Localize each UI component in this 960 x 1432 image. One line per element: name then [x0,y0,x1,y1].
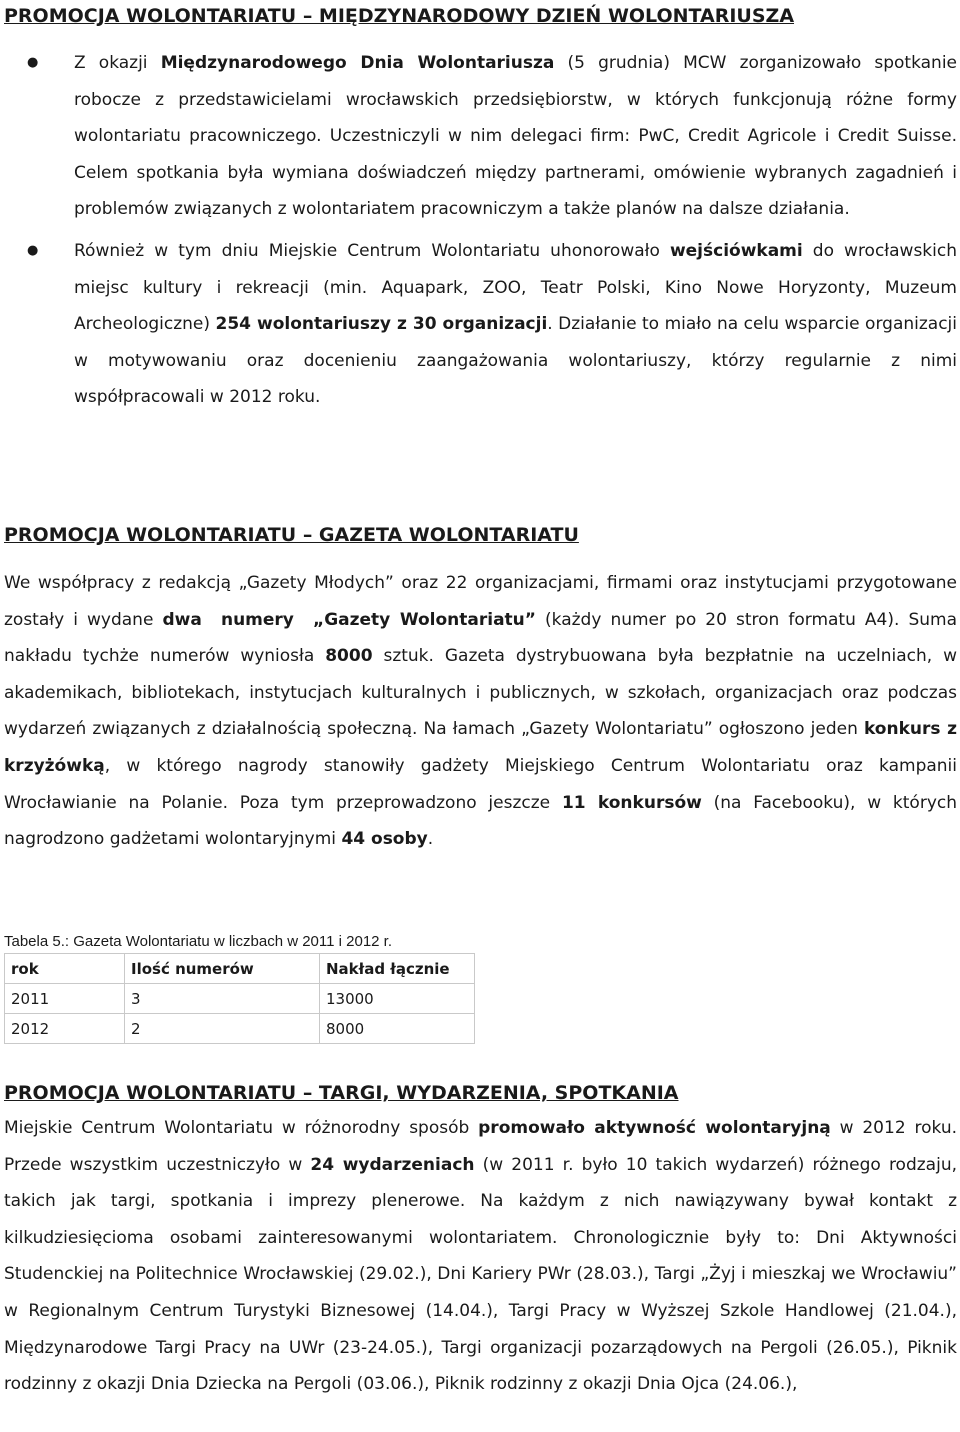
section-heading-gazette: PROMOCJA WOLONTARIATU – GAZETA WOLONTARIATU [4,524,579,546]
text-run: do wrocławskich miejsc kultury i rekreacji (min. Aquapark, ZOO, Teatr Polski, Kino Nowe Horyzonty, Muzeum Archeologiczne) [74,240,957,335]
table-cell: 8000 [320,1014,475,1044]
bold-run: Międzynarodowego Dnia Wolontariusza [160,53,555,73]
bold-run: 44 osoby [341,829,428,850]
bold-run: 24 wydarzeniach [310,1154,475,1175]
bold-run: 254 wolontariuszy z 30 organizacji [215,314,548,335]
text-run: We współpracy z redakcją „Gazety Młodych” oraz 22 organizacjami, firmami oraz instytucjami przygotowane zostały i wydane [4,573,957,630]
table-caption: Tabela 5.: Gazeta Wolontariatu w liczbach w 2011 i 2012 r. [4,933,393,950]
bullet-item-meeting [4,45,957,228]
text-run: Również w tym dniu Miejskie Centrum Wolontariatu uhonorowało [74,240,670,261]
bold-run: konkurs z krzyżówką [4,719,957,776]
bullet-dot-icon: ● [27,242,39,258]
section-heading-volunteer-day: PROMOCJA WOLONTARIATU – MIĘDZYNARODOWY DZIEŃ WOLONTARIUSZA [4,5,795,27]
gazette-paragraph [4,565,957,858]
table-cell: 2012 [5,1014,125,1044]
table-cell: 2 [125,1014,320,1044]
text-run: (każdy numer po 20 stron formatu A4). Suma nakładu tychże numerów wyniosła [4,609,958,667]
table-header-row [5,954,475,984]
text-run: (w 2011 r. było 10 takich wydarzeń) różnego rodzaju, takich jak targi, spotkania i imprezy plenerowe. Na każdym z nich nawiązywany bywał kontakt z kilkudziesięcioma osobami zainteresowanymi wolontariatem. Chronologicznie były to: Dni Aktywności Studenckiej na Politechnice Wrocławskiej (29.02.), Dni Kariery PWr (28.03.), Targi „Żyj i mieszkaj we Wrocławiu” w Regionalnym Centrum Turystyki Biznesowej (14.04.), Targi Pracy w Wyższej Szkole Handlowej (21.04.), Międzynarodowe Targi Pracy na UWr (23-24.05.), Targi organizacji pozarządowych na Pergoli (26.05.), Piknik rodzinny z okazji Dnia Dziecka na Pergoli (03.06.), Piknik rodzinny z okazji Dnia Ojca (24.06.), [4,1154,957,1395]
text-run: sztuk. Gazeta dystrybuowana była bezpłatnie na uczelniach, w akademikach, bibliotekach, instytucjach kulturalnych i publicznych, w szkołach, organizacjach oraz podczas wydarzeń związanych z działalnością społeczną. Na łamach „Gazety Wolontariatu” ogłoszono jeden [4,646,958,740]
bold-run: 8000 [325,646,373,667]
text-run: . Działanie to miało na celu wsparcie organizacji w motywowaniu oraz docenieniu zaangażowania wolontariuszy, którzy regularnie z nimi współpracowali w 2012 roku. [74,314,957,408]
bullet-dot-icon: ● [27,55,39,70]
fairs-paragraph [4,1110,957,1403]
table-cell: 2011 [5,984,125,1014]
table-cell: 13000 [320,984,475,1014]
bold-run: 11 konkursów [561,792,702,813]
text-run: , w którego nagrody stanowiły gadżety Miejskiego Centrum Wolontariatu oraz kampanii Wrocławianie na Polanie. Poza tym przeprowadzono jeszcze [4,755,957,813]
table-cell: 3 [125,984,320,1014]
text-run: w 2012 roku. Przede wszystkim uczestniczyło w [4,1118,957,1175]
table-header-cell: rok [5,954,125,984]
gazette-table [4,953,475,1044]
bullet-list [4,45,957,416]
table-row [5,984,475,1014]
text-run: . [427,829,434,850]
table-header-cell: Ilość numerów [125,954,320,984]
section-heading-fairs: PROMOCJA WOLONTARIATU – TARGI, WYDARZENIA, SPOTKANIA [4,1082,679,1104]
bold-run: dwa numery „Gazety Wolontariatu” [162,609,536,630]
text-run: (5 grudnia) MCW zorganizowało spotkanie robocze z przedstawicielami wrocławskich przedsiębiorstw, w których funkcjonują różne formy wolontariatu pracowniczego. Uczestniczyli w nim delegaci firm: PwC, Credit Agricole i Credit Suisse. Celem spotkania była wymiana doświadczeń między partnerami, omówienie wybranych zagadnień i problemów związanych z wolontariatem pracowniczym a także planów na dalsze działania. [74,53,957,220]
table-row [5,1014,475,1044]
text-run: Miejskie Centrum Wolontariatu w różnorodny sposób [4,1118,479,1138]
table-header-cell: Nakład łącznie [320,954,475,984]
text-run: (na Facebooku), w których nagrodzono gadżetami wolontaryjnymi [4,792,958,850]
bold-run: wejściówkami [669,240,803,261]
bullet-item-tickets [4,233,957,416]
bold-run: promowało aktywność wolontaryjną [478,1118,831,1138]
text-run: Z okazji [74,53,161,73]
